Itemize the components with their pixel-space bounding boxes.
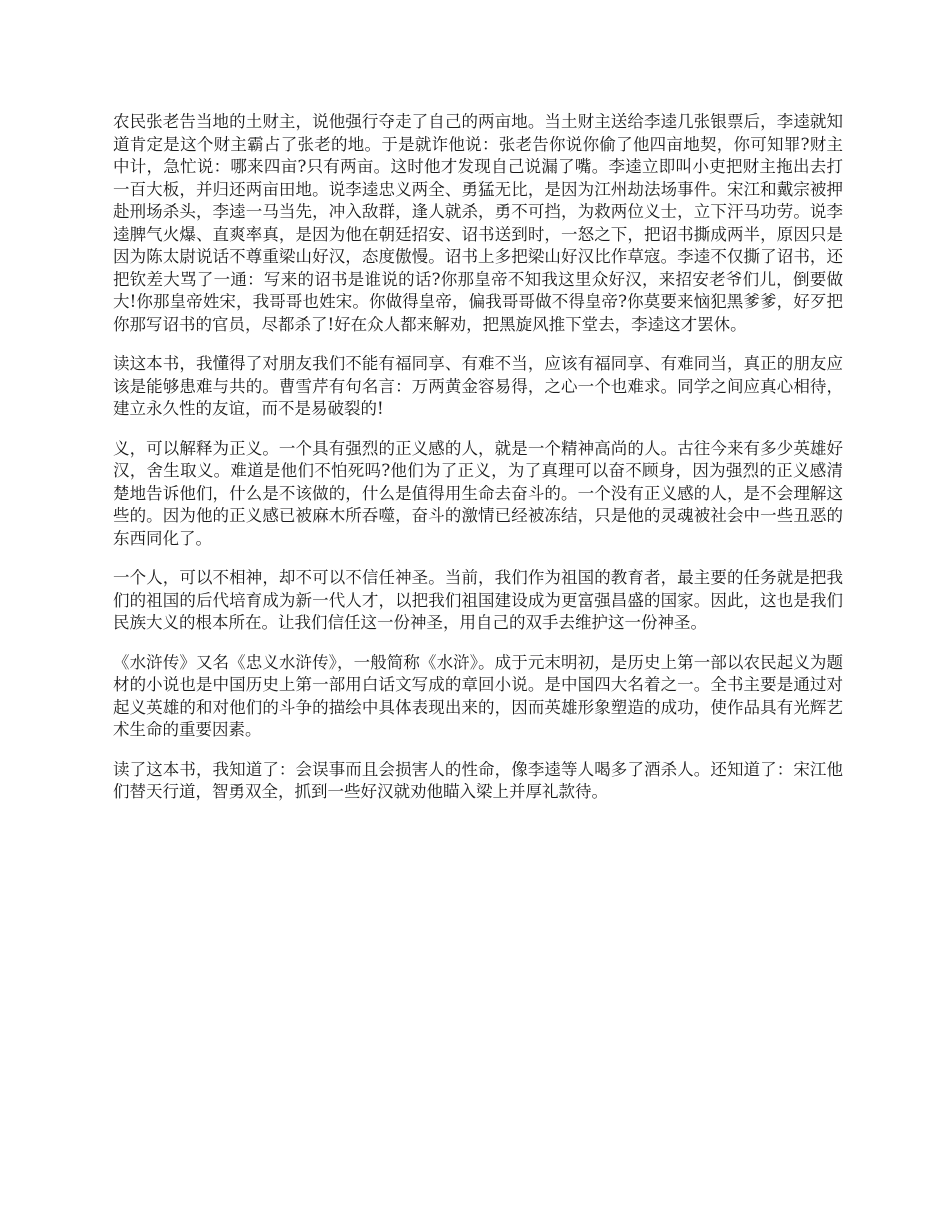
paragraph-li-kui-story: 农民张老告当地的土财主，说他强行夺走了自己的两亩地。当土财主送给李逵几张银票后，李逵就知道肯定是这个财主霸占了张老的地。于是就诈他说：张老告你说你偷了他四亩地契，你可知罪?财主中计，急忙说：哪来四亩?只有两亩。这时他才发现自己说漏了嘴。李逵立即叫小吏把财主拖出去打一百大板，并归还两亩田地。说李逵忠义两全、勇猛无比，是因为江州劫法场事件。宋江和戴宗被押赴刑场杀头，李逵一马当先，冲入敌群，逢人就杀，勇不可挡，为救两位义士，立下汗马功劳。说李逵脾气火爆、直爽率真，是因为他在朝廷招安、诏书送到时，一怒之下，把诏书撕成两半，原因只是因为陈太尉说话不尊重梁山好汉，态度傲慢。诏书上多把梁山好汉比作草寇。李逵不仅撕了诏书，还把钦差大骂了一通：写来的诏书是谁说的话?你那皇帝不知我这里众好汉，来招安老爷们儿，倒要做大!你那皇帝姓宋，我哥哥也姓宋。你做得皇帝，偏我哥哥做不得皇帝?你莫要来恼犯黑爹爹，好歹把你那写诏书的官员，尽都杀了!好在众人都来解劝，把黑旋风推下堂去，李逵这才罢休。 — [113, 112, 843, 334]
paragraph-conclusion: 读了这本书，我知道了：会误事而且会损害人的性命，像李逵等人喝多了酒杀人。还知道了：宋江他们替天行道，智勇双全，抓到一些好汉就劝他瞄入梁上并厚礼款待。 — [113, 759, 843, 801]
paragraph-friendship: 读这本书，我懂得了对朋友我们不能有福同享、有难不当，应该有福同享、有难同当，真正的朋友应该是能够患难与共的。曹雪芹有句名言：万两黄金容易得，之心一个也难求。同学之间应真心相待，建立永久性的友谊，而不是易破裂的! — [113, 354, 843, 418]
document-body — [113, 111, 843, 821]
paragraph-book-intro: 《水浒传》又名《忠义水浒传》，一般简称《水浒》。成于元末明初，是历史上第一部以农民起义为题材的小说也是中国历史上第一部用白话文写成的章回小说。是中国四大名着之一。全书主要是通过对起义英雄的和对他们的斗争的描绘中具体表现出来的，因而英雄形象塑造的成功，使作品具有光辉艺术生命的重要因素。 — [113, 652, 843, 739]
paragraph-sacred-duty: 一个人，可以不相神，却不可以不信任神圣。当前，我们作为祖国的教育者，最主要的任务就是把我们的祖国的后代培育成为新一代人才，以把我们祖国建设成为更富强昌盛的国家。因此，这也是我们民族大义的根本所在。让我们信任这一份神圣，用自己的双手去维护这一份神圣。 — [113, 568, 843, 632]
paragraph-justice: 义，可以解释为正义。一个具有强烈的正义感的人，就是一个精神高尚的人。古往今来有多少英雄好汉，舍生取义。难道是他们不怕死吗?他们为了正义，为了真理可以奋不顾身，因为强烈的正义感清楚地告诉他们，什么是不该做的，什么是值得用生命去奋斗的。一个没有正义感的人，是不会理解这些的。因为他的正义感已被麻木所吞噬，奋斗的激情已经被冻结，只是他的灵魂被社会中一些丑恶的东西同化了。 — [113, 438, 843, 548]
